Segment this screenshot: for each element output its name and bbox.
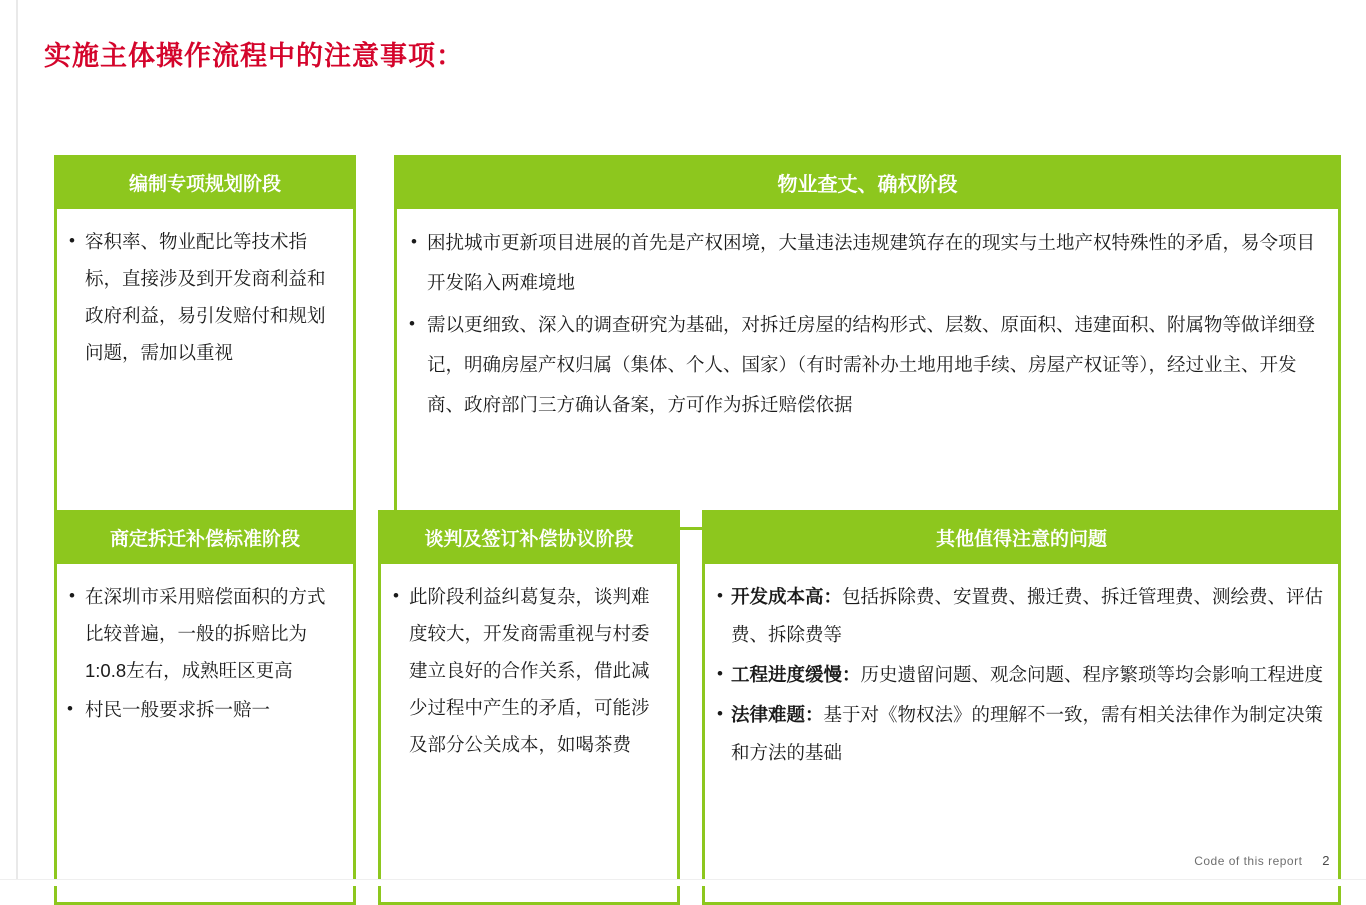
- card-compensation-standard-bullet-list: [67, 578, 341, 728]
- footer-code-label: Code of this report: [1194, 854, 1303, 868]
- list-item: [717, 656, 1324, 694]
- list-item-lead: 开发成本高：: [731, 586, 843, 607]
- card-compensation-standard-body: [54, 564, 356, 905]
- list-item: • 在深圳市采用赔偿面积的方式比较普遍，一般的拆赔比为1:0.8左右，成熟旺区更高: [67, 578, 341, 689]
- list-item: [717, 696, 1324, 772]
- slide-footer: [1194, 853, 1330, 868]
- list-item-text: 包括拆除费、安置费、搬迁费、拆迁管理费、测绘费、评估费、拆除费等: [731, 586, 1324, 645]
- list-item: • 容积率、物业配比等技术指标，直接涉及到开发商利益和政府利益，易引发赔付和规划问题，需加以重视: [67, 223, 341, 371]
- card-other-issues-header: 其他值得注意的问题: [702, 510, 1341, 564]
- card-compensation-standard-stage: [54, 510, 356, 905]
- card-negotiation-header: 谈判及签订补偿协议阶段: [378, 510, 680, 564]
- card-compensation-standard-header: 商定拆迁补偿标准阶段: [54, 510, 356, 564]
- card-survey-bullet-list: [409, 223, 1324, 425]
- card-planning-header: 编制专项规划阶段: [54, 155, 356, 209]
- bottom-divider: [0, 879, 1366, 886]
- card-planning-body: [54, 209, 356, 530]
- card-survey-body: [394, 209, 1341, 530]
- card-survey-header: 物业查丈、确权阶段: [394, 155, 1341, 209]
- list-item: • 村民一般要求拆一赔一: [67, 691, 341, 728]
- left-margin-rail: [0, 0, 18, 886]
- page-number: 2: [1322, 853, 1330, 868]
- card-survey-stage: [394, 155, 1341, 530]
- list-item: • 需以更细致、深入的调查研究为基础，对拆迁房屋的结构形式、层数、原面积、违建面积、附属物等做详细登记，明确房屋产权归属（集体、个人、国家）（有时需补办土地用地手续、房屋产权证等），经过业主、开发商、政府部门三方确认备案，方可作为拆迁赔偿依据: [409, 305, 1324, 425]
- card-other-issues-bullet-list: [717, 578, 1324, 772]
- list-item: [717, 578, 1324, 654]
- list-item-text: 历史遗留问题、观念问题、程序繁琐等均会影响工程进度: [860, 664, 1324, 685]
- list-item: • 此阶段利益纠葛复杂，谈判难度较大，开发商需重视与村委建立良好的合作关系，借此减少过程中产生的矛盾，可能涉及部分公关成本，如喝茶费: [391, 578, 665, 763]
- list-item: • 困扰城市更新项目进展的首先是产权困境，大量违法违规建筑存在的现实与土地产权特殊性的矛盾，易令项目开发陷入两难境地: [409, 223, 1324, 303]
- card-negotiation-stage: [378, 510, 680, 905]
- list-item-lead: 法律难题：: [731, 704, 824, 725]
- card-planning-bullet-list: [67, 223, 341, 371]
- card-other-issues: [702, 510, 1341, 905]
- card-negotiation-body: [378, 564, 680, 905]
- page-title: 实施主体操作流程中的注意事项：: [44, 41, 464, 71]
- list-item-text: 基于对《物权法》的理解不一致，需有相关法律作为制定决策和方法的基础: [731, 704, 1324, 763]
- list-item-lead: 工程进度缓慢：: [731, 664, 861, 685]
- card-negotiation-bullet-list: [391, 578, 665, 763]
- card-planning-stage: [54, 155, 356, 530]
